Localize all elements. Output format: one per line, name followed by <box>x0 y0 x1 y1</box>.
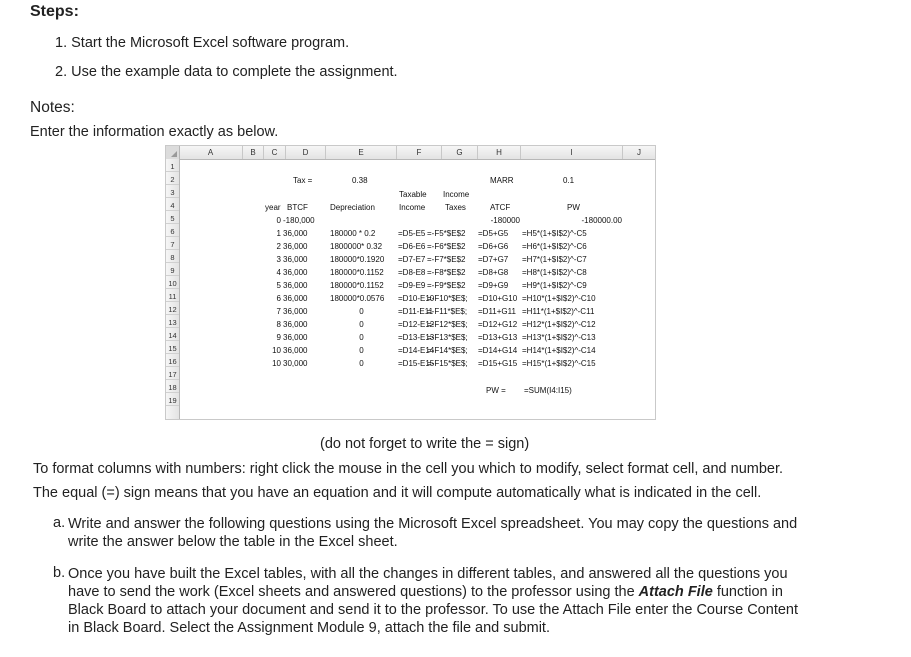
cell-inc: =D11-E11 <box>398 307 434 316</box>
cell-btcf: 36,000 <box>283 255 308 264</box>
cell-atcf: =D8+G8 <box>478 268 509 277</box>
row-header: 16 <box>166 356 179 367</box>
cell-atcf: =D5+G5 <box>478 229 509 238</box>
tax-label: Tax = <box>293 176 313 185</box>
list-item-b <box>68 565 808 637</box>
step-text: Start the Microsoft Excel software program. <box>71 35 350 51</box>
marr-label: MARR <box>490 176 514 185</box>
sign-note: (do not forget to write the = sign) <box>320 436 530 452</box>
cell-tax: =-F10*$E$; <box>427 294 468 303</box>
header-depreciation: Depreciation <box>330 203 375 212</box>
cell-dep: 180000*0.0576 <box>330 294 385 303</box>
notes-heading: Notes: <box>30 99 75 116</box>
cell-dep <box>330 215 396 226</box>
cell-dep: 0 <box>359 320 364 329</box>
cell-dep: 0 <box>359 307 364 316</box>
cell-dep: 0 <box>359 333 364 342</box>
header-atcf: ATCF <box>490 203 511 212</box>
cell-inc: =D15-E15 <box>398 359 435 368</box>
cell-pw: =H8*(1+$I$2)^-C8 <box>522 268 587 277</box>
cell-tax: =-F11*$E$; <box>427 307 468 316</box>
row-header: 14 <box>166 330 179 341</box>
cell-btcf: -180,000 <box>283 216 315 225</box>
steps-heading: Steps: <box>30 3 79 20</box>
cell-tax: =-F5*$E$2 <box>427 229 466 238</box>
cell-tax: =-F13*$E$; <box>427 333 468 342</box>
list-item-a: Write and answer the following questions using the Microsoft Excel spreadsheet. You may copy the questions and write the answer below the table in the Excel sheet. <box>68 516 798 550</box>
cell-tax: =-F12*$E$; <box>427 320 468 329</box>
pw-total-formula: =SUM(I4:I15) <box>524 386 572 395</box>
step-text: Use the example data to complete the assignment. <box>71 64 398 80</box>
cell-year: 3 <box>276 255 281 264</box>
cell-tax: =-F14*$E$; <box>427 346 468 355</box>
cell-inc: =D13-E13 <box>398 333 435 342</box>
cell-btcf: 36,000 <box>283 333 308 342</box>
cell-pw: =H11*(1+$I$2)^-C11 <box>522 307 595 316</box>
column-header: A <box>179 146 243 159</box>
cell-inc: =D8-E8 <box>398 268 426 277</box>
row-header: 12 <box>166 304 179 315</box>
cell-year: 10 <box>272 346 281 355</box>
header-taxable: Taxable <box>399 190 427 199</box>
list-marker-b: b. <box>53 565 66 581</box>
pw-total-label: PW = <box>486 386 506 395</box>
cell-pw: =H9*(1+$I$2)^-C9 <box>522 281 587 290</box>
cell-pw: =H13*(1+$I$2)^-C13 <box>522 333 596 342</box>
cell-atcf: =D14+G14 <box>478 346 518 355</box>
cell-btcf: 30,000 <box>283 359 308 368</box>
cell-pw: -180000.00 <box>581 216 622 225</box>
cell-inc: =D7-E7 <box>398 255 426 264</box>
cell-btcf: 36,000 <box>283 242 308 251</box>
cell-btcf: 36,000 <box>283 320 308 329</box>
column-header: F <box>397 146 442 159</box>
cell-atcf: =D11+G11 <box>478 307 516 316</box>
row-header: 9 <box>166 265 179 276</box>
row-header: 6 <box>166 226 179 237</box>
cell-year: 4 <box>276 268 281 277</box>
cell-dep: 180000*0.1152 <box>330 268 384 277</box>
cell-atcf: =D13+G13 <box>478 333 518 342</box>
cell-pw: =H10*(1+$I$2)^-C10 <box>522 294 596 303</box>
cell-dep: 180000*0.1920 <box>330 255 385 264</box>
header-taxes: Taxes <box>445 203 466 212</box>
row-header: 10 <box>166 278 179 289</box>
row-header: 19 <box>166 395 179 406</box>
cell-inc: =D10-E10 <box>398 294 435 303</box>
row-header: 7 <box>166 239 179 250</box>
cell-pw: =H6*(1+$I$2)^-C6 <box>522 242 587 251</box>
cell-btcf: 36,000 <box>283 346 308 355</box>
row-header: 5 <box>166 213 179 224</box>
format-instructions: To format columns with numbers: right click the mouse in the cell you which to modify, select format cell, and number. <box>33 461 784 477</box>
cell-year: 6 <box>276 294 281 303</box>
cell-year: 2 <box>276 242 281 251</box>
row-header: 13 <box>166 317 179 328</box>
cell-year: 7 <box>276 307 281 316</box>
marr-value: 0.1 <box>563 176 575 185</box>
cell-atcf: =D7+G7 <box>478 255 509 264</box>
cell-inc: =D5-E5 <box>398 229 426 238</box>
cell-dep: 1800000* 0.32 <box>330 242 383 251</box>
row-header: 15 <box>166 343 179 354</box>
row-header: 2 <box>166 174 179 185</box>
cell-year: 5 <box>276 281 281 290</box>
cell-btcf: 36,000 <box>283 281 308 290</box>
column-header: H <box>478 146 521 159</box>
row-header: 8 <box>166 252 179 263</box>
header-btcf: BTCF <box>287 203 308 212</box>
cell-tax: =-F15*$E$; <box>427 359 468 368</box>
row-header: 11 <box>166 291 179 302</box>
cell-btcf: 36,000 <box>283 294 308 303</box>
cell-atcf: =D15+G15 <box>478 359 518 368</box>
cell-inc: =D12-E12 <box>398 320 435 329</box>
step-number: 1. <box>55 35 68 51</box>
column-header: G <box>442 146 478 159</box>
cell-tax: =-F7*$E$2 <box>427 255 466 264</box>
spreadsheet-screenshot <box>165 145 656 420</box>
column-header-bar <box>166 146 655 160</box>
column-header: J <box>637 148 641 157</box>
cell-pw: =H5*(1+$I$2)^-C5 <box>522 229 587 238</box>
cell-inc: =D6-E6 <box>398 242 426 251</box>
cell-inc: =D14-E14 <box>398 346 435 355</box>
tax-value: 0.38 <box>352 176 368 185</box>
header-pw: PW <box>567 203 580 212</box>
cell-year: 1 <box>276 229 281 238</box>
list-item-b-text-1: Once you have built the Excel tables, with all the changes in different tables, and answered all the questions you have to send the work (Excel sheets and answered questions) to the professor using the <box>68 566 788 600</box>
step-2 <box>55 64 398 80</box>
equal-sign-note: The equal (=) sign means that you have an equation and it will compute automatically what is indicated in the cell. <box>33 485 762 501</box>
row-header: 4 <box>166 200 179 211</box>
cell-pw: =H7*(1+$I$2)^-C7 <box>522 255 587 264</box>
header-year: year <box>265 203 281 212</box>
cell-year: 0 <box>276 216 281 225</box>
header-income: Income <box>399 203 426 212</box>
column-header: D <box>286 146 326 159</box>
cell-atcf: =D9+G9 <box>478 281 509 290</box>
row-header: 3 <box>166 187 179 198</box>
cell-pw: =H12*(1+$I$2)^-C12 <box>522 320 596 329</box>
row-header: 17 <box>166 369 179 380</box>
cell-tax: =-F6*$E$2 <box>427 242 466 251</box>
step-number: 2. <box>55 64 68 80</box>
cell-atcf: =D10+G10 <box>478 294 518 303</box>
cell-tax: =-F8*$E$2 <box>427 268 466 277</box>
cell-dep: 180000*0.1152 <box>330 281 384 290</box>
cell-btcf: 36,000 <box>283 229 308 238</box>
step-1 <box>55 35 349 51</box>
cell-year: 8 <box>276 320 281 329</box>
cell-inc: =D9-E9 <box>398 281 426 290</box>
cell-year: 9 <box>276 333 281 342</box>
cell-atcf: -180000 <box>490 216 520 225</box>
cell-pw: =H15*(1+$I$2)^-C15 <box>522 359 596 368</box>
row-header-bar <box>166 159 180 419</box>
list-item-b-text-2: function in Black Board to attach your document and send it to the professor. To use the Attach File enter the Course Content in Black Board. Select the Assignment Module 9, attach the file and submit. <box>68 584 798 636</box>
attach-file-emphasis: Attach File <box>638 584 713 600</box>
list-marker-a: a. <box>53 515 66 531</box>
column-header: C <box>264 146 286 159</box>
cell-year: 10 <box>272 359 281 368</box>
cell-dep: 0 <box>359 346 364 355</box>
cell-dep: 180000 * 0.2 <box>330 229 376 238</box>
cell-atcf: =D12+G12 <box>478 320 518 329</box>
notes-intro: Enter the information exactly as below. <box>30 124 279 140</box>
row-header: 18 <box>166 382 179 393</box>
cell-tax: =-F9*$E$2 <box>427 281 466 290</box>
header-income-top: Income <box>443 190 470 199</box>
cell-pw: =H14*(1+$I$2)^-C14 <box>522 346 596 355</box>
cell-btcf: 36,000 <box>283 307 308 316</box>
cell-dep: 0 <box>359 359 364 368</box>
cell-atcf: =D6+G6 <box>478 242 509 251</box>
column-header: B <box>243 146 264 159</box>
select-all-corner <box>166 146 180 159</box>
column-header: E <box>326 146 397 159</box>
row-header: 1 <box>166 161 179 172</box>
cell-btcf: 36,000 <box>283 268 308 277</box>
column-header: I <box>521 146 623 159</box>
